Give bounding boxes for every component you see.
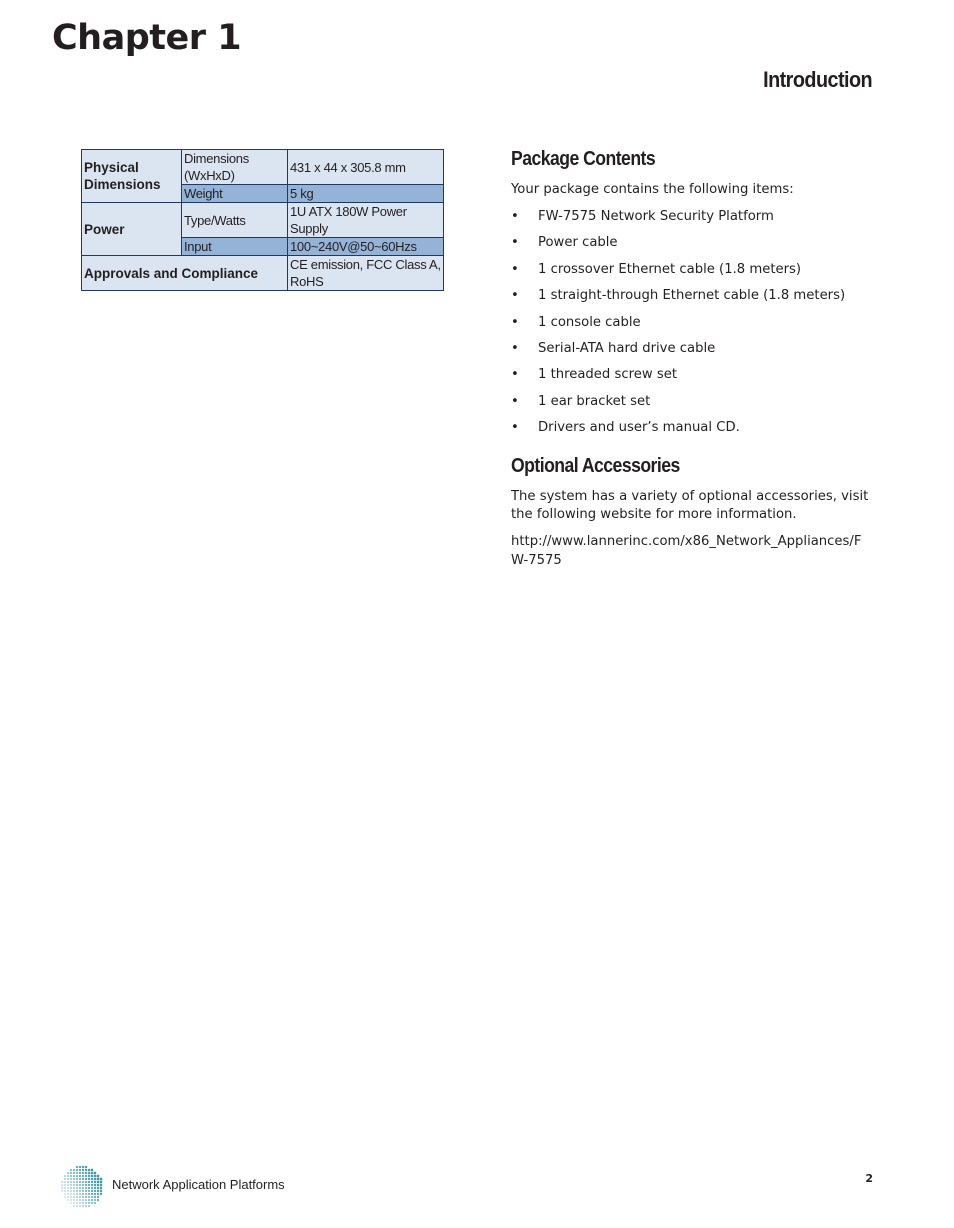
list-item-text: 1 console cable [538,314,641,330]
logo-dot [67,1187,69,1189]
logo-dot [94,1175,97,1178]
logo-dot [64,1184,66,1186]
logo-dot [79,1205,81,1207]
package-contents-list [511,208,873,437]
list-item-text: FW-7575 Network Security Platform [538,209,774,224]
spec-group-cell: Power [82,203,182,256]
logo-dot [88,1190,90,1192]
logo-dot [76,1199,78,1201]
logo-dot [79,1184,81,1186]
logo-dot [79,1190,81,1192]
package-contents-heading: Package Contents [511,148,656,170]
logo-dot [73,1190,75,1192]
bullet-icon: • [511,367,519,383]
footer-text: Network Application Platforms [112,1177,285,1192]
bullet-icon: • [511,420,519,436]
logo-dot [64,1178,66,1180]
logo-dot [94,1181,96,1183]
logo-dot [70,1181,72,1183]
logo-dot [76,1205,77,1206]
logo-dot [91,1172,94,1175]
logo-dot [67,1199,68,1200]
logo-dot [91,1202,93,1204]
logo-dot [88,1187,90,1189]
list-item [511,314,873,332]
logo-dot [85,1166,88,1169]
logo-dot [67,1193,68,1194]
bullet-icon: • [511,209,519,224]
logo-dot [76,1175,78,1177]
logo-dot [73,1175,75,1177]
logo-dot [67,1181,69,1183]
logo-dot [67,1184,69,1186]
logo-dot [91,1169,94,1172]
logo-dot [100,1181,103,1184]
logo-dot [73,1187,75,1189]
logo-dot [88,1199,90,1201]
list-item-text: 1 crossover Ethernet cable (1.8 meters) [538,261,802,277]
logo-dot [64,1196,65,1197]
list-item [511,419,873,437]
bullet-icon: • [511,393,519,409]
logo-dot [82,1178,84,1180]
logo-dot [73,1196,75,1198]
logo-dot [70,1199,71,1200]
logo-dot [79,1202,81,1204]
spec-group-cell: Approvals and Compliance [82,256,288,291]
logo-dot [67,1196,68,1197]
logo-dot [97,1193,99,1195]
logo-dot [79,1172,81,1174]
logo-dot [73,1184,75,1186]
optional-accessories-section [511,451,873,570]
logo-dot [76,1169,78,1171]
accessories-url-link[interactable]: http://www.lannerinc.com/x86_Network_Appliances/FW-7575 [511,534,862,569]
logo-dot [85,1190,87,1192]
logo-dot [100,1184,103,1187]
logo-dot [88,1193,90,1195]
logo-dot [73,1172,75,1174]
logo-dot [94,1184,96,1186]
logo-dot [70,1175,72,1177]
list-item-text: Drivers and user’s manual CD. [538,420,740,436]
logo-dot [70,1190,72,1192]
logo-dot [82,1175,84,1177]
logo-dot [73,1202,74,1203]
logo-dot [67,1178,69,1180]
spec-group-cell: Physical Dimensions [82,150,182,203]
logo-dot [76,1184,78,1186]
logo-dot [67,1172,69,1174]
logo-dot [91,1178,93,1180]
logo-dot [64,1193,65,1194]
logo-dot [88,1202,90,1204]
logo-dot [61,1187,62,1188]
package-contents-intro: Your package contains the following items: [511,182,794,197]
logo-dot [73,1193,75,1195]
logo-dot [94,1196,96,1198]
logo-dot [79,1193,81,1195]
bullet-icon: • [511,340,519,356]
logo-dot [100,1193,102,1195]
logo-dot [88,1169,91,1172]
logo-dot [61,1181,63,1183]
logo-dot [79,1199,81,1201]
logo-dot [94,1187,96,1189]
logo-dot [82,1172,84,1174]
logo-dot [97,1184,100,1187]
logo-dot [85,1169,87,1171]
logo-dot [94,1202,96,1204]
logo-dot [88,1181,90,1183]
bullet-icon: • [511,261,519,277]
list-item [511,393,873,411]
logo-dot [76,1187,78,1189]
list-item [511,261,873,279]
logo-dot [85,1184,87,1186]
logo-dot [97,1196,99,1198]
logo-dot [79,1178,81,1180]
logo-dot [91,1184,93,1186]
logo-dot [76,1193,78,1195]
chapter-title: Chapter 1 [52,18,242,58]
logo-dot [70,1172,72,1174]
logo-dot [85,1199,87,1201]
logo-dot [85,1172,87,1174]
logo-dot [61,1190,62,1191]
right-column [511,144,873,570]
globe-dots-icon [60,1165,104,1209]
logo-dot [88,1196,90,1198]
spec-label-cell: Input [182,238,288,256]
logo-dot [67,1175,69,1177]
table-row [82,150,444,185]
logo-dot [76,1202,78,1204]
logo-dot [61,1184,62,1185]
logo-dot [79,1166,81,1168]
logo-dot [76,1172,78,1174]
logo-dot [76,1181,78,1183]
list-item-text: 1 straight-through Ethernet cable (1.8 meters) [538,288,846,304]
spec-label-cell: Type/Watts [182,203,288,238]
logo-dot [76,1166,78,1168]
logo-dot [91,1193,93,1195]
logo-dot [91,1175,94,1178]
logo-dot [91,1196,93,1198]
logo-dot [94,1178,97,1181]
logo-dot [88,1205,90,1207]
logo-dot [79,1175,81,1177]
logo-dot [85,1196,87,1198]
logo-dot [85,1205,87,1207]
section-title: Introduction [763,67,872,92]
logo-dot [85,1193,87,1195]
logo-dot [67,1190,69,1192]
logo-dot [91,1199,93,1201]
logo-dot [91,1190,93,1192]
logo-dot [79,1187,81,1189]
logo-dot [73,1205,74,1206]
logo-dot [70,1196,71,1197]
logo-dot [73,1178,75,1180]
logo-dot [97,1181,100,1184]
bullet-icon: • [511,235,519,251]
logo-dot [70,1193,72,1195]
logo-dot [70,1169,72,1171]
logo-dot [85,1187,87,1189]
logo-dot [91,1187,93,1189]
logo-dot [85,1175,87,1177]
logo-dot [76,1196,78,1198]
logo-dot [97,1178,100,1181]
logo-dot [79,1181,81,1183]
list-item-text: Power cable [538,235,618,251]
logo-dot [70,1178,72,1180]
spec-table [81,149,444,291]
optional-accessories-text: The system has a variety of optional accessories, visit the following website for more information. [511,489,869,523]
spec-value-cell: 100~240V@50~60Hzs [288,238,444,256]
list-item [511,287,873,305]
list-item [511,208,873,226]
logo-dot [88,1184,90,1186]
logo-dot [82,1193,84,1195]
logo-dot [70,1187,72,1189]
logo-dot [82,1187,84,1189]
logo-dot [64,1187,65,1188]
logo-dot [64,1181,66,1183]
logo-dot [82,1166,84,1168]
bullet-icon: • [511,288,519,304]
spec-value-cell: 431 x 44 x 305.8 mm [288,150,444,185]
logo-dot [73,1199,75,1201]
logo-dot [94,1172,97,1175]
logo-dot [70,1184,72,1186]
logo-dot [88,1172,91,1175]
logo-dot [85,1178,87,1180]
logo-dot [64,1175,66,1177]
logo-dot [97,1175,100,1178]
list-item [511,340,873,358]
list-item [511,366,873,384]
logo-dot [97,1190,99,1192]
logo-dot [94,1190,96,1192]
spec-value-cell: 1U ATX 180W Power Supply [288,203,444,238]
logo-dot [82,1181,84,1183]
spec-value-cell: CE emission, FCC Class A, RoHS [288,256,444,291]
logo-dot [76,1190,78,1192]
bullet-icon: • [511,314,519,330]
logo-dot [76,1178,78,1180]
logo-dot [88,1175,90,1177]
logo-dot [91,1181,93,1183]
logo-dot [94,1199,96,1201]
package-contents-section [511,144,873,437]
spec-value-cell: 5 kg [288,185,444,203]
logo-dot [94,1193,96,1195]
logo-dot [82,1184,84,1186]
logo-dot [82,1202,84,1204]
logo-dot [97,1187,99,1189]
page-number: 2 [865,1172,873,1185]
spec-label-cell: Weight [182,185,288,203]
logo-dot [82,1199,84,1201]
table-row [82,203,444,238]
optional-accessories-heading: Optional Accessories [511,455,680,478]
logo-dot [82,1190,84,1192]
logo-dot [100,1190,103,1193]
logo-dot [79,1169,81,1171]
logo-dot [85,1202,87,1204]
logo-dot [73,1169,75,1171]
logo-dot [85,1181,87,1183]
logo-dot [64,1190,65,1191]
logo-dot [73,1181,75,1183]
logo-dot [88,1178,90,1180]
logo-dot [97,1199,99,1201]
table-row [82,256,444,291]
logo-dot [82,1169,84,1171]
logo-dot [100,1178,103,1181]
list-item [511,234,873,252]
list-item-text: 1 ear bracket set [538,393,651,409]
logo-dot [100,1187,103,1190]
list-item-text: 1 threaded screw set [538,367,677,383]
list-item-text: Serial-ATA hard drive cable [538,340,716,356]
logo-dot [79,1196,81,1198]
logo-dot [70,1202,71,1203]
logo-dot [82,1196,84,1198]
logo-dot [82,1205,84,1207]
spec-label-cell: Dimensions (WxHxD) [182,150,288,185]
